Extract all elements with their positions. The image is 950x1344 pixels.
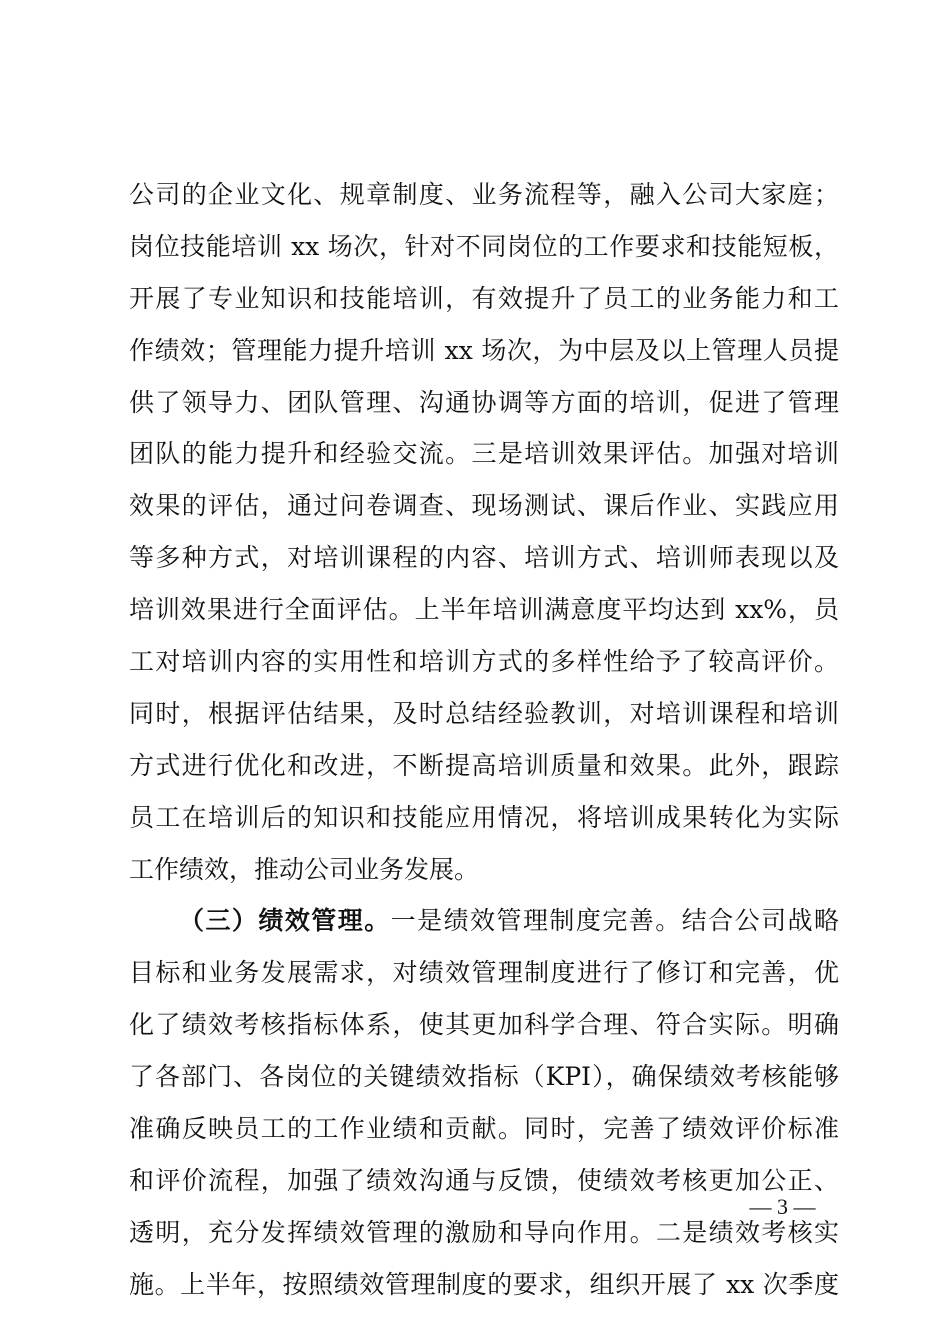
text-line: 公司的企业文化、规章制度、业务流程等，融入公司大家庭； — [129, 180, 839, 209]
text-line: 等多种方式，对培训课程的内容、培训方式、培训师表现以及 — [129, 543, 839, 573]
text-line: 准确反映员工的工作业绩和贡献。同时，完善了绩效评价标准 — [129, 1114, 839, 1144]
text-line: 作绩效；管理能力提升培训 xx 场次，为中层及以上管理人员提 — [129, 335, 839, 365]
text-line: 效果的评估，通过问卷调查、现场测试、课后作业、实践应用 — [129, 491, 839, 521]
text-line: 工对培训内容的实用性和培训方式的多样性给予了较高评价。 — [129, 647, 839, 677]
text-line: 工作绩效，推动公司业务发展。 — [129, 854, 480, 884]
text-line: 供了领导力、团队管理、沟通协调等方面的培训，促进了管理 — [129, 387, 839, 417]
text-line: 开展了专业知识和技能培训，有效提升了员工的业务能力和工 — [129, 283, 839, 313]
section-heading: （三）绩效管理。 — [179, 906, 391, 936]
text-line: 目标和业务发展需求，对绩效管理制度进行了修订和完善，优 — [129, 958, 839, 988]
page-number: — 3 — — [749, 1194, 816, 1219]
text-line: 透明，充分发挥绩效管理的激励和导向作用。二是绩效考核实 — [129, 1217, 839, 1247]
text-line: 同时，根据评估结果，及时总结经验教训，对培训课程和培训 — [129, 698, 839, 728]
section-heading-line — [129, 895, 839, 947]
text-line: 员工在培训后的知识和技能应用情况，将培训成果转化为实际 — [129, 802, 839, 832]
text-line: 方式进行优化和改进，不断提高培训质量和效果。此外，跟踪 — [129, 750, 839, 780]
text-line: 化了绩效考核指标体系，使其更加科学合理、符合实际。明确 — [129, 1010, 839, 1040]
text-line: 了各部门、各岗位的关键绩效指标（KPI），确保绩效考核能够 — [129, 1062, 839, 1092]
text-line: 和评价流程，加强了绩效沟通与反馈，使绩效考核更加公正、 — [129, 1165, 839, 1195]
section-heading-rest: 一是绩效管理制度完善。结合公司战略 — [390, 906, 839, 936]
text-line: 团队的能力提升和经验交流。三是培训效果评估。加强对培训 — [129, 439, 839, 469]
text-line: 岗位技能培训 xx 场次，针对不同岗位的工作要求和技能短板， — [129, 231, 839, 261]
text-line: 施。上半年，按照绩效管理制度的要求，组织开展了 xx 次季度 — [129, 1269, 839, 1299]
text-line: 培训效果进行全面评估。上半年培训满意度平均达到 xx%，员 — [129, 595, 839, 625]
body-text — [129, 169, 839, 1311]
